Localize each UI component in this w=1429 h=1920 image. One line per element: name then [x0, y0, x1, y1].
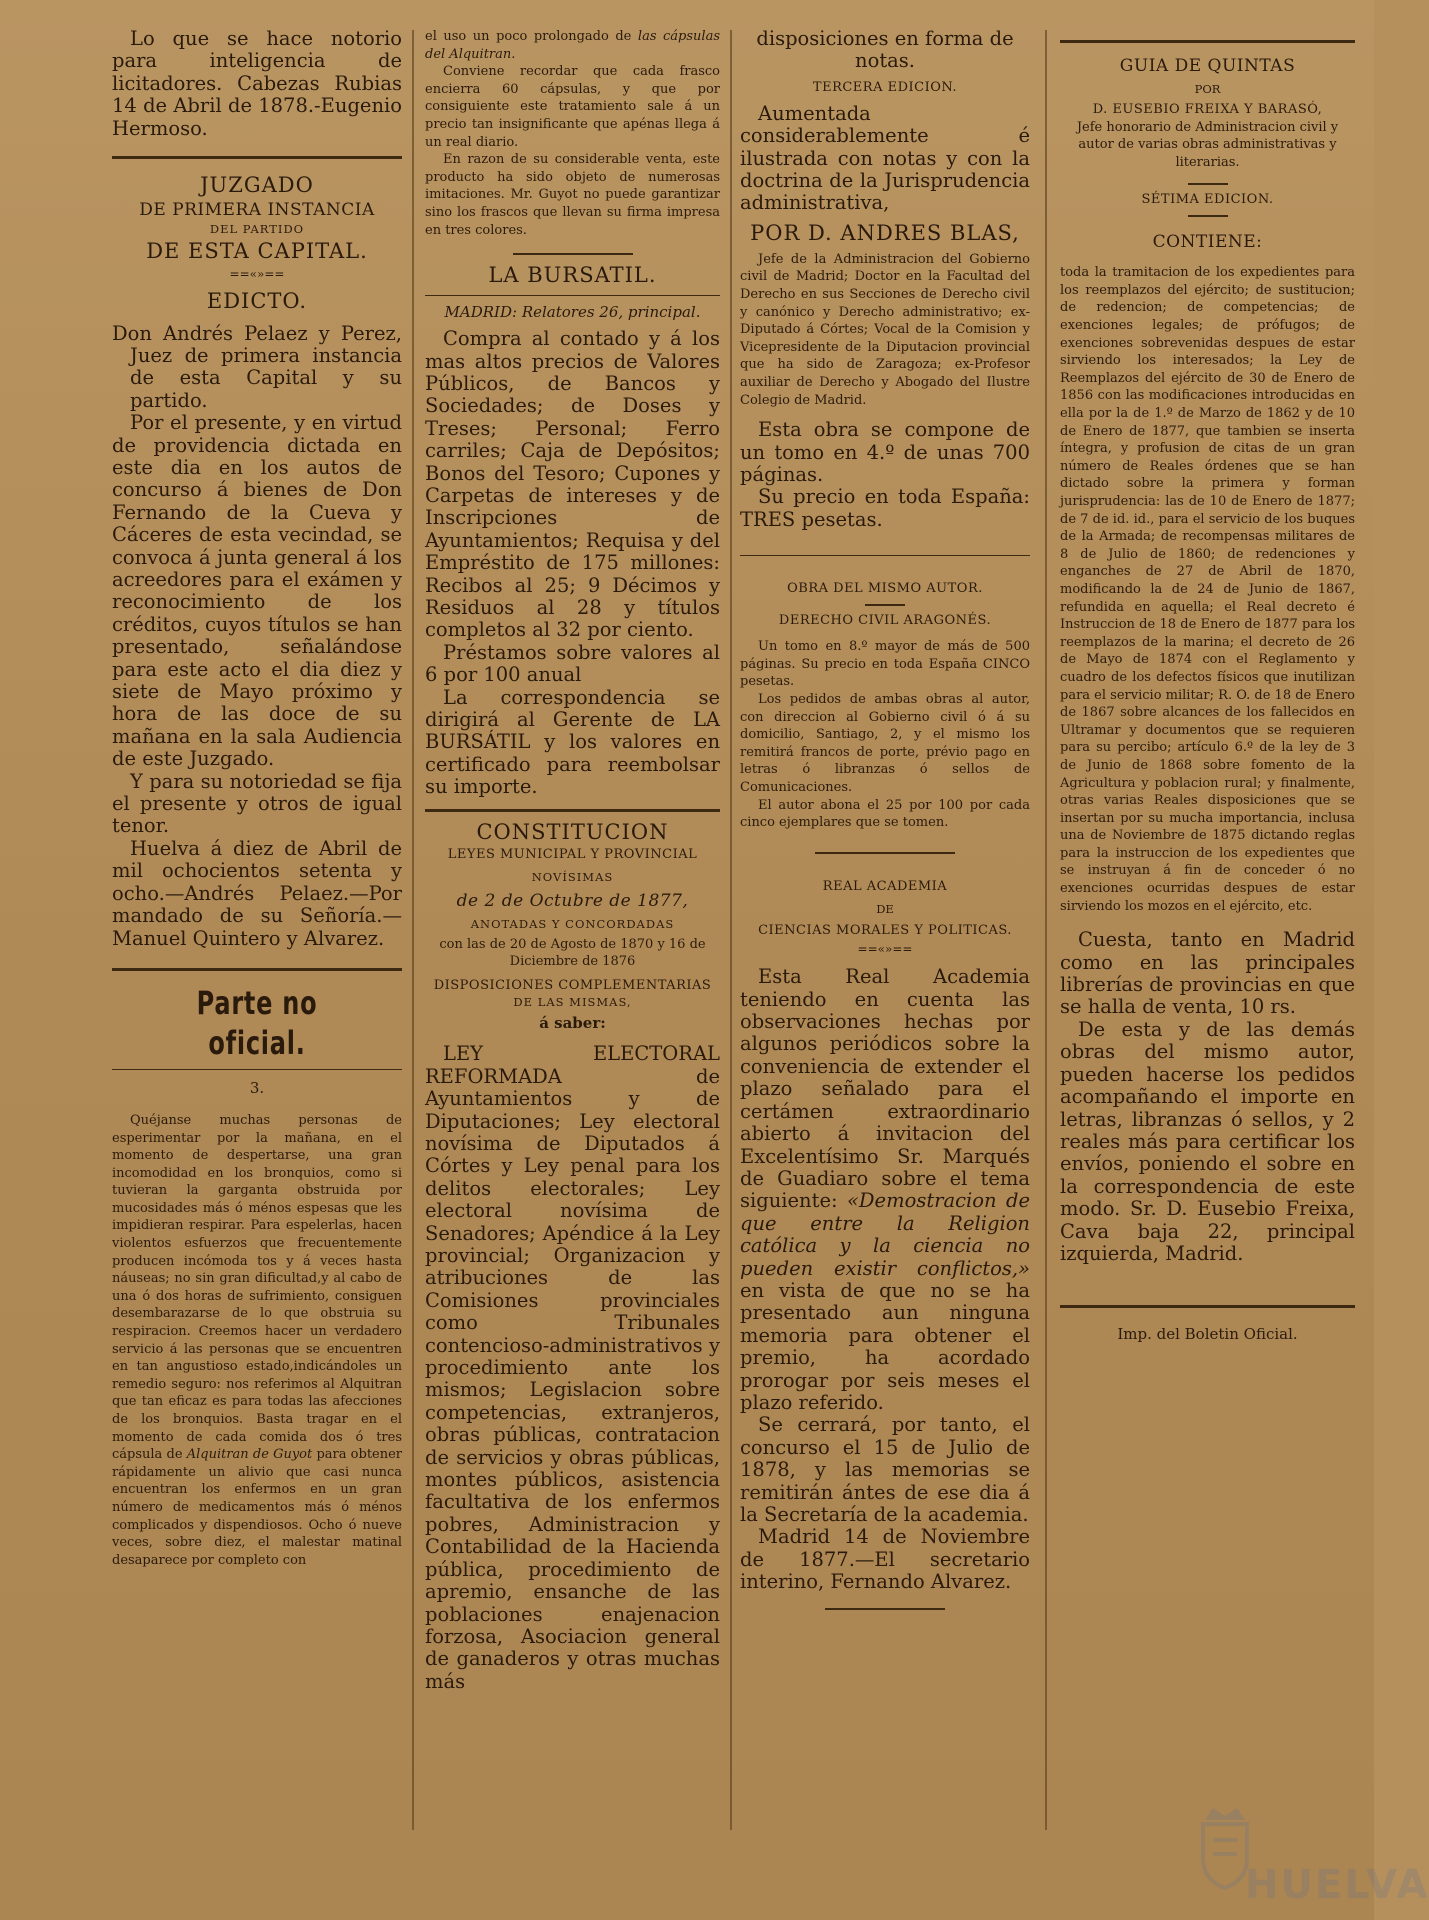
guia-por: POR	[1194, 82, 1221, 96]
juzgado-capital: DE ESTA CAPITAL.	[146, 238, 368, 263]
leyes-subheading: LEYES MUNICIPAL Y PROVINCIAL	[447, 846, 698, 862]
alquitran-article	[112, 1112, 402, 1569]
section-rule	[425, 295, 720, 296]
obra-mismo-autor: OBRA DEL MISMO AUTOR.	[787, 581, 983, 597]
section-rule	[1060, 40, 1355, 43]
huelva-watermark-text: HUELVA	[1245, 1862, 1429, 1908]
academia-firma: Madrid 14 de Noviembre de 1877.—El secretario interino, Fernando Alvarez.	[740, 1525, 1030, 1594]
academia-cierre: Se cerrará, por tanto, el concurso el 15 de Julio de 1878, y las memorias se remitirán ántes de ese dia á la Secretaría de la academia.	[740, 1413, 1030, 1526]
column-rule	[730, 30, 732, 1830]
leyes-contents: LEY ELECTORAL REFORMADA de Ayuntamientos y de Diputaciones; Ley electoral novísima de Diputados á Córtes y Ley penal para los delitos electorales; Ley electoral novísima de Senadores; Apéndice á la Ley provincial; Organizacion y atribuciones de las Comisiones provinciales como Tribunales contencioso-administrativos y procedimiento ante los mismos; Legislacion sobre competencias, extranjeros, obras públicas, contratacion de servicios y obras públicas, montes públicos, asistencia facultativa de los enfermos pobres, Administracion y Contabilidad de la Hacienda pública, procedimiento de apremio, ensanche de las poblaciones enajenacion forzosa, Asociacion general de ganaderos y otras muchas más	[425, 1042, 720, 1693]
column-2	[425, 28, 720, 1693]
bursatil-compra: Compra al contado y á los mas altos precios de Valores Públicos, de Bancos y Sociedades; de Doses y Treses; Personal; Ferro carriles; Caja de Depósitos; Bonos del Tesoro; Cupones y Carpetas de intereses y de Inscripciones de Ayuntamientos; Requisa y del Empréstito de 175 millones: Recibos al 25; 9 Décimos y Residuos al 28 y títulos completos al 32 por ciento.	[425, 327, 720, 642]
edicto-signature: Huelva á diez de Abril de mil ochocientos setenta y ocho.—Andrés Pelaez.—Por mandado de su Señoría.—Manuel Quintero y Alvarez.	[112, 836, 402, 950]
short-rule	[865, 604, 905, 606]
juzgado-partido: DEL PARTIDO	[209, 222, 305, 237]
section-rule	[740, 555, 1030, 556]
aragones-tomo: Un tomo en 8.º mayor de más de 500 páginas. Su precio en toda España CINCO pesetas.	[740, 639, 1030, 690]
guia-author-title: Jefe honorario de Administracion civil y autor de varias obras administrativas y literarias.	[1076, 119, 1339, 170]
guia-author: D. EUSEBIO FREIXA Y BARASÓ,	[1092, 101, 1323, 117]
section-rule	[1060, 1305, 1355, 1308]
juzgado-heading: JUZGADO	[200, 173, 314, 198]
obra-precio: Su precio en toda España: TRES pesetas.	[740, 485, 1030, 531]
disposiciones-heading: DISPOSICIONES COMPLEMENTARIAS	[433, 977, 712, 993]
derecho-civil-aragones: DERECHO CIVIL ARAGONÉS.	[778, 613, 992, 629]
column-4	[1060, 28, 1355, 1344]
ornament: ==«»==	[857, 942, 913, 957]
contiene-heading: CONTIENE:	[1152, 232, 1263, 253]
alquitran-article-cont: para obtener rápidamente un alivio que casi nunca encuentran los enfermos en un gran número de medicamentos más ó ménos complicados y dispendiosos. Ocho ó nueve veces, sobre diez, el malestar matinal desaparece por completo con	[112, 1447, 403, 1568]
author-byline: POR D. ANDRES BLAS,	[750, 220, 1020, 245]
short-rule	[513, 253, 633, 255]
guia-quintas-heading: GUIA DE QUINTAS	[1119, 56, 1296, 76]
edicto-title: EDICTO.	[206, 288, 308, 313]
licitadores-notice: Lo que se hace notorio para inteligencia de licitadores. Cabezas Rubias 14 de Abril de 1878.-Eugenio Hermoso.	[112, 27, 402, 140]
obra-tomo: Esta obra se compone de un tomo en 4.º de unas 700 páginas.	[740, 418, 1030, 486]
descuento: El autor abona el 25 por 100 por cada cinco ejemplares que se tomen.	[740, 797, 1030, 831]
short-rule	[1188, 183, 1228, 185]
section-rule	[112, 968, 402, 971]
imprenta-footer: Imp. del Boletin Oficial.	[1117, 1325, 1298, 1344]
guia-precio: Cuesta, tanto en Madrid como en las principales librerías de provincias en que se halla de venta, 10 rs.	[1060, 928, 1355, 1019]
guia-pedidos: De esta y de las demás obras del mismo autor, pueden hacerse los pedidos acompañando el importe en letras, libranzas ó sellos, y 2 reales más para certificar los envíos, poniendo el sobre en la correspondencia de este modo. Sr. D. Eusebio Freixa, Cava baja 22, principal izquierda, Madrid.	[1060, 1017, 1355, 1265]
column-rule	[412, 30, 414, 1830]
alquitran-imitations: En razon de su considerable venta, este producto ha sido objeto de numerosas imitaciones. Mr. Guyot no puede garantizar sino los frascos que llevan su firma impresa en tres colores.	[425, 152, 720, 238]
concordancias: con las de 20 de Agosto de 1870 y 16 de Diciembre de 1876	[439, 936, 706, 970]
real-academia-de: DE	[876, 901, 894, 916]
tercera-edicion: TERCERA EDICION.	[812, 79, 958, 95]
setima-edicion: SÉTIMA EDICION.	[1141, 192, 1274, 208]
edicion-description: Aumentada considerablemente é ilustrada con notas y con la doctrina de la Jurisprudencia administrativa,	[740, 101, 1030, 215]
bursatil-prestamos: Préstamos sobre valores al 6 por 100 anual	[425, 640, 720, 687]
bursatil-heading: LA BURSATIL.	[488, 263, 657, 288]
novisimas-label: NOVÍSIMAS	[531, 869, 614, 884]
ley-fecha: de 2 de Octubre de 1877,	[456, 891, 689, 912]
alquitran-article-text: Quéjanse muchas personas de esperimentar por la mañana, en el momento de despertarse, una gran incomodidad en los bronquios, como si tuvieran la garganta obstruida por mucosidades más ó ménos espesas que les impidieran respirar. Para espelerlas, hacen violentos esfuerzos que frecuentemente producen incómoda tos y á veces hasta náuseas; no sin gran dificultad,y al cabo de una ó dos horas de sufrimiento, consiguen desembarazarse de lo que obstruia su respiracion. Creemos hacer un verdadero servicio á las personas que se encuentren en tan angustioso estado,indicándoles un remedio seguro: nos referimos al Alquitran que tan eficaz es para todas las afecciones de los bronquios. Basta tragar en el momento de cada comida dos ó tres cápsula de	[112, 1112, 402, 1463]
parte-no-oficial-heading: Parte no oficial.	[196, 983, 318, 1062]
pedidos: Los pedidos de ambas obras al autor, con direccion al Gobierno civil ó á su domicilio, Santiago, 2, y el mismo los remitirá francos de porte, prévio pago en letras ó libranzas ó sellos de Comunicaciones.	[740, 692, 1030, 795]
constitucion-heading: CONSTITUCION	[476, 819, 669, 844]
anotadas-label: ANOTADAS Y CONCORDADAS	[470, 917, 675, 932]
ornament: ==«»==	[229, 266, 285, 281]
author-credentials: Jefe de la Administracion del Gobierno civil de Madrid; Doctor en la Facultad del Derecho en sus Secciones de Derecho civil y canónico y Derecho administrativo; ex-Diputado á Córtes; Vocal de la Comision y Vicepresidente de la Diputacion provincial que ha sido de Zaragoza; ex-Profesor auxiliar de Derecho y Abogado del Ilustre Colegio de Madrid.	[740, 251, 1030, 408]
column-1	[112, 28, 402, 1569]
alquitran-price: Conviene recordar que cada frasco encierra 60 cápsulas, y que por consiguiente este tratamiento sale á un precio tan insignificante que apénas llega á un real diario.	[425, 64, 720, 150]
bursatil-correspondencia: La correspondencia se dirigirá al Gerente de LA BURSÁTIL y los valores en certificado para reembolsar su importe.	[425, 685, 720, 799]
juzgado-subheading: DE PRIMERA INSTANCIA	[139, 200, 375, 221]
academia-tema: «Demostracion de que entre la Religion católica y la ciencia no pueden existir conflictos,»	[740, 1189, 1030, 1280]
alquitran-capsulas: las cápsulas del Alquitran.	[425, 29, 720, 62]
academia-announcement-cont: en vista de que no se ha presentado aun ninguna memoria para obtener el premio, ha acordado prorogar por seis meses el plazo referido.	[740, 1278, 1030, 1414]
mismas-label: DE LAS MISMAS,	[513, 994, 632, 1009]
section-number: 3.	[249, 1078, 265, 1097]
edicto-judge: Don Andrés Pelaez y Perez, Juez de primera instancia de esta Capital y su partido.	[112, 321, 402, 412]
academia-announcement-text: Esta Real Academia teniendo en cuenta las observaciones hechas por algunos periódicos sobre la conveniencia de extender el plazo señalado para el certámen extraordinario abierto á invitacion del Excelentísimo Sr. Marqués de Guadiaro sobre el tema siguiente:	[740, 965, 1030, 1213]
short-rule	[825, 1608, 945, 1610]
section-rule	[112, 1069, 402, 1070]
guia-contents: toda la tramitacion de los expedientes para los reemplazos del ejército; de sustitucion; de redencion; de competencias; de exenciones legales; de prófugos; de exenciones sobrevenidas despues de estar sirviendo los interesados; la Ley de Reemplazos del ejército de 30 de Enero de 1856 con las modificaciones introducidas en ella por la de 1.º de Marzo de 1862 y de 10 de Enero de 1877, que tambien se inserta íntegra, y profusion de citas de un gran número de Reales órdenes que se han dictado sobre la primera y forman jurisprudencia: las de 10 de Enero de 1877; de 7 de id. id., para el servicio de los buques de la Armada; de recompensas militares de 8 de Julio de 1860; de redenciones y enganches de 27 de Abril de 1870, modificando la de 24 de Junio de 1867, refundida en aquella; el Real decreto é Instruccion de 18 de Enero de 1877 para los reemplazos de la marina; el decreto de 26 de Mayo de 1874 con el Reglamento y cuadro de los defectos físicos que inutilizan para el servicio militar; R. O. de 18 de Enero de 1867 sobre alcances de los fallecidos en Ultramar y documentos que se requieren para su percibo; artículo 6.º de la ley de 3 de Junio de 1868 sobre fomento de la Agricultura y poblacion rural; y finalmente, otras varias Reales disposiciones que se insertan por su mucha importancia, inclusa una de Noviembre de 1875 dictando reglas para la instruccion de los expedientes que se instruyan á fin de conceder ó no exenciones ocurridas despues de estar sirviendo los mozos en el ejército, etc.	[1060, 265, 1355, 914]
section-rule	[425, 809, 720, 812]
ciencias-morales-heading: CIENCIAS MORALES Y POLITICAS.	[758, 923, 1012, 939]
alquitran-product: Alquitran de Guyot	[186, 1447, 313, 1463]
section-rule	[112, 156, 402, 159]
alquitran-continuation	[425, 28, 720, 63]
bursatil-address: MADRID: Relatores 26, principal.	[444, 303, 701, 322]
edicto-notoriedad: Y para su notoriedad se fija el presente y otros de igual tenor.	[112, 769, 402, 838]
disposiciones-notas: disposiciones en forma de notas.	[756, 27, 1014, 73]
column-rule	[1045, 30, 1047, 1830]
real-academia-heading: REAL ACADEMIA	[822, 878, 948, 894]
edicto-body: Por el presente, y en virtud de providencia dictada en este dia en los autos de concurso á bienes de Don Fernando de la Cueva y Cáceres de esta vecindad, se convoca á junta general á los acreedores para el exámen y reconocimiento de los créditos, cuyos títulos se han presentado, señalándose para este acto el dia diez y siete de Mayo próximo y hora de las doce de su mañana en la sala Audiencia de este Juzgado.	[112, 411, 402, 771]
column-3	[740, 28, 1030, 1616]
short-rule	[1188, 215, 1228, 217]
huelva-watermark	[1175, 1800, 1429, 1910]
alquitran-continuation-text: el uso un poco prolongado de	[425, 29, 632, 44]
a-saber-label: á saber:	[539, 1014, 606, 1033]
academia-announcement	[740, 966, 1030, 1414]
short-rule	[815, 852, 955, 854]
